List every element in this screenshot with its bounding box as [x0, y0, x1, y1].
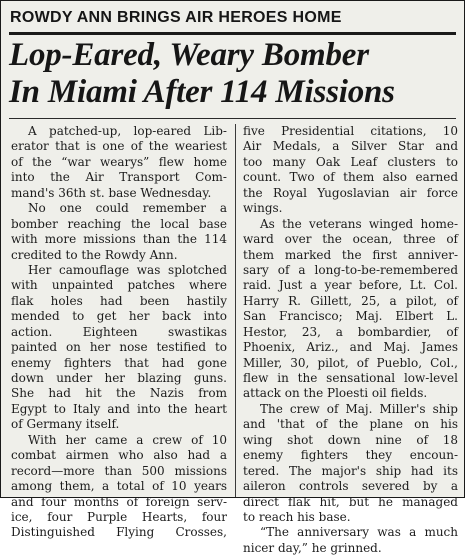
article-line: “The anniversary was a much — [260, 525, 458, 540]
article-line: wing shot down nine of 18 — [243, 432, 458, 447]
article-column-left — [11, 124, 227, 541]
article-line: She had hit the Nazis from — [11, 386, 227, 401]
article-line: painted on her nose testified to — [11, 340, 227, 355]
article-line: attack on the Ploesti oil fields. — [243, 386, 428, 401]
article-line: count. Two of them also earned — [243, 170, 458, 185]
article-line: A patched-up, lop-eared Lib- — [28, 124, 227, 138]
article-line: combat airmen who also had a — [11, 448, 227, 463]
article-line: Harry R. Gillett, 25, a pilot, of — [243, 293, 458, 308]
article-line: too many Oak Leaf clusters to — [243, 154, 458, 169]
article-line: flew in the sensational low-level — [243, 371, 458, 385]
headline-line-2: In Miami After 114 Missions — [9, 74, 395, 110]
main-headline — [9, 37, 395, 111]
top-rule — [9, 32, 456, 35]
kicker-headline: ROWDY ANN BRINGS AIR HEROES HOME — [10, 9, 342, 26]
article-column-right — [243, 124, 458, 556]
headline-line-1: Lop-Eared, Weary Bomber — [9, 37, 369, 73]
article-line: Hestor, 23, a bombardier, of — [243, 324, 458, 339]
article-line: Egypt to Italy and into the heart — [11, 401, 227, 416]
article-line: mand's 36th st. base Wednesday. — [11, 185, 212, 200]
article-line: among them, a total of 10 years — [11, 479, 227, 494]
article-line: sary of a long-to-be-remembered — [243, 262, 458, 277]
article-line: five Presidential citations, 10 — [243, 124, 458, 138]
article-line: action. Eighteen swastikas — [11, 324, 227, 339]
article-line: Her camouflage was splotched — [28, 262, 227, 277]
article-line: San Francisco; Maj. Elbert L. — [243, 309, 458, 324]
article-line: the Royal Yugoslavian air force — [243, 185, 458, 200]
article-line: tered. The major's ship had its — [243, 463, 458, 478]
article-line: Distinguished Flying Crosses, — [11, 525, 227, 540]
article-line: credited to the Rowdy Ann. — [11, 247, 178, 262]
article-line: with more missions than the 114 — [11, 232, 227, 247]
article-line: bomber reaching the local base — [11, 216, 227, 231]
article-line: Air Medals, a Silver Star and — [243, 139, 458, 154]
article-line: erator that is one of the weariest — [11, 139, 227, 154]
article-line: down under her blazing guns. — [11, 371, 227, 385]
article-line: aileron controls severed by a — [243, 479, 458, 494]
article-line: As the veterans winged home- — [260, 216, 458, 231]
article-line: of Germany itself. — [11, 417, 120, 432]
article-line: and four months of foreign serv- — [11, 494, 227, 509]
article-line: No one could remember a — [28, 201, 227, 216]
article-line: to reach his base. — [243, 509, 351, 524]
article-line: wings. — [243, 201, 283, 216]
article-line: enemy fighters that had gone — [11, 355, 227, 370]
column-divider — [235, 124, 236, 497]
article-line: raid. Just a year before, Lt. Col. — [243, 278, 458, 293]
article-line: The crew of Maj. Miller's ship — [260, 401, 458, 416]
article-line: them marked the first anniver- — [243, 247, 458, 262]
article-line: into the Air Transport Com- — [11, 170, 227, 185]
article-line: of the “war wearys” flew home — [11, 154, 227, 169]
article-line: enemy fighters they encoun- — [243, 448, 458, 463]
article-line: flak holes had been hastily — [11, 293, 227, 308]
article-line: with unpainted patches where — [11, 278, 227, 293]
article-line: ward over the ocean, three of — [243, 232, 458, 247]
article-line: Phoenix, Ariz., and Maj. James — [243, 340, 458, 355]
article-line: nicer day,” he grinned. — [243, 540, 382, 555]
article-line: record—more than 500 missions — [11, 463, 227, 478]
article-line: mended to get her back into — [11, 309, 227, 324]
article-line: ice, four Purple Hearts, four — [11, 509, 227, 524]
article-line: Miller, 30, pilot, of Pueblo, Col., — [243, 355, 458, 370]
headline-rule — [9, 118, 456, 119]
article-line: direct flak hit, but he managed — [243, 494, 458, 509]
article-line: and 'that of the plane on his — [243, 417, 458, 432]
article-line: With her came a crew of 10 — [28, 432, 227, 447]
